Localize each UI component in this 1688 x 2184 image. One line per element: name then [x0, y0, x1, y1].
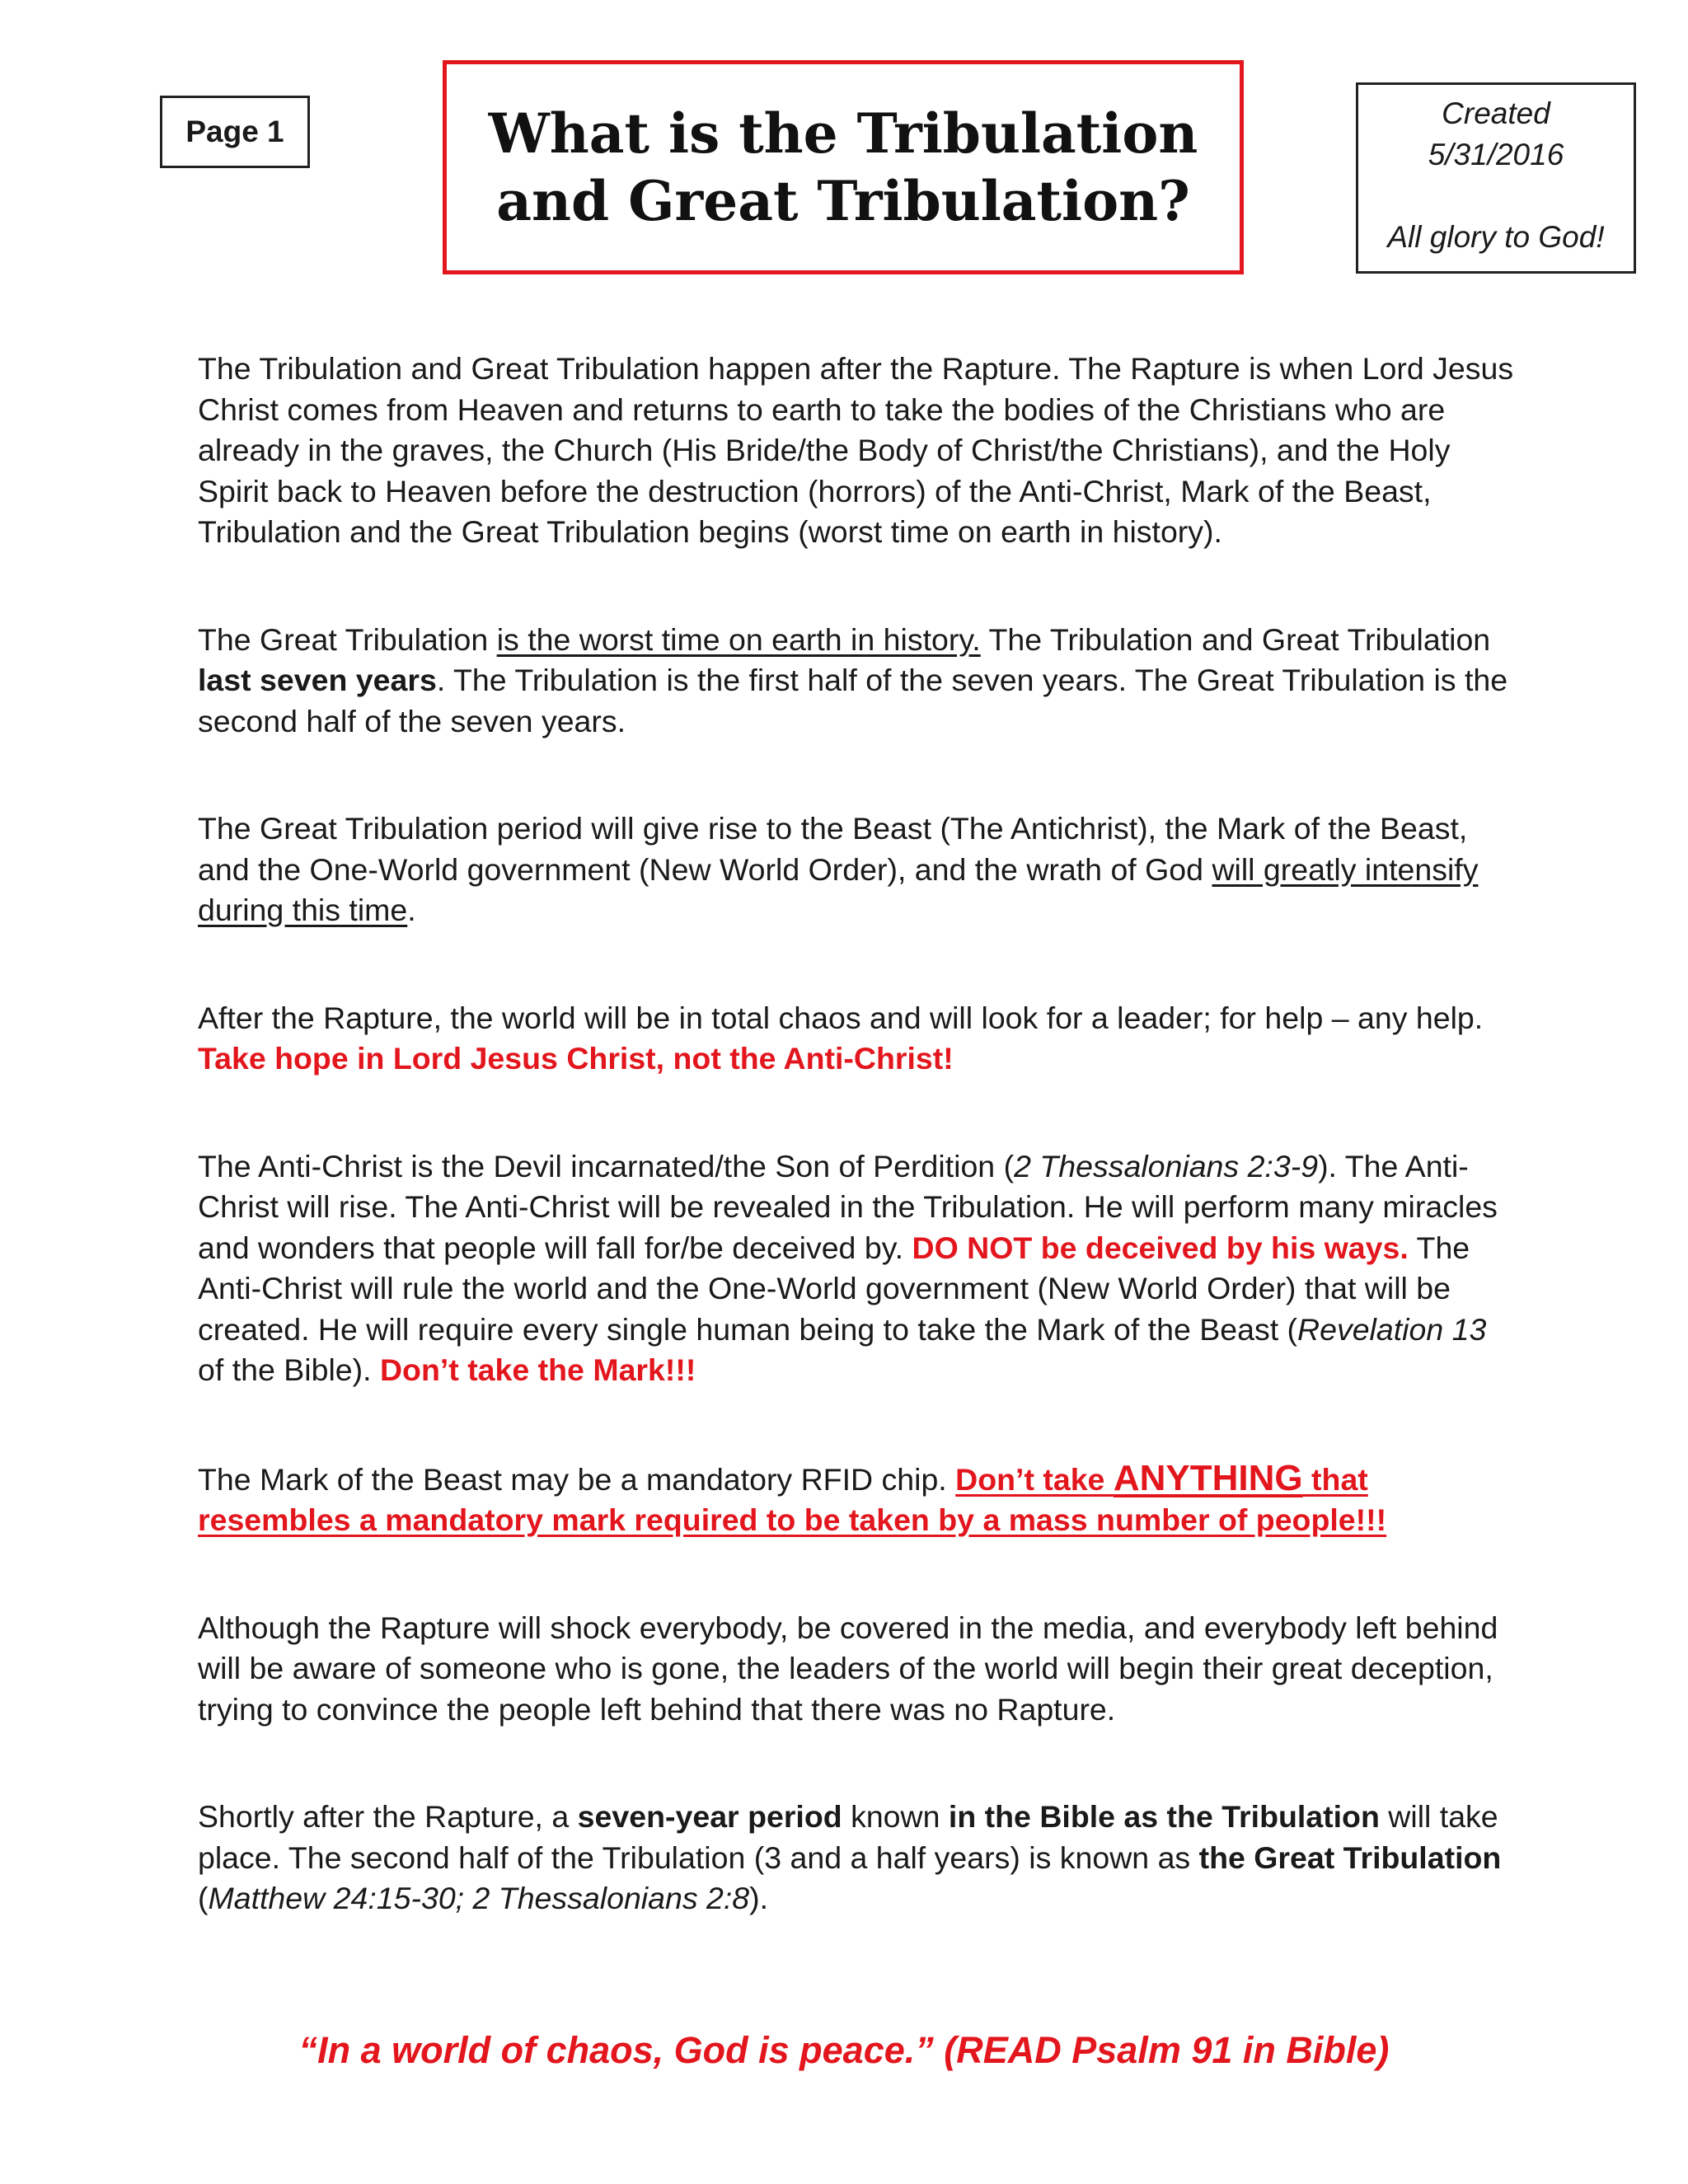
title-line-2: and Great Tribulation?	[496, 169, 1190, 233]
title-line-1: What is the Tribulation	[488, 101, 1198, 166]
created-spacer	[1358, 176, 1634, 217]
text-span: (	[198, 1881, 209, 1915]
red-warning: Take hope in Lord Jesus Christ, not the Anti-Christ!	[198, 1041, 954, 1076]
paragraph-antichrist	[198, 1146, 1517, 1391]
underlined-text: is the worst time on earth in history.	[496, 621, 981, 657]
text-span: The Anti-Christ is the Devil incarnated/the Son of Perdition (	[198, 1148, 1015, 1183]
underlined-text: will greatly intensify during this time	[198, 851, 1479, 927]
paragraph-chaos	[198, 998, 1517, 1080]
paragraph-rapture-text: The Tribulation and Great Tribulation happen after the Rapture. The Rapture is when Lord Jesus Christ comes from Heaven and returns to earth to take the bodies of the Christians who are already in the graves, the Church (His Bride/the Body of Christ/the Christians), and the Holy Spirit back to Heaven before the destruction (horrors) of the Anti-Christ, Mark of the Beast, Tribulation and the Great Tribulation begins (worst time on earth in history).	[198, 351, 1514, 549]
text-span: The Anti-Christ will rule the world and the One-World government (New World Order) that will be created. He will require every single human being to take the Mark of the Beast (	[198, 1230, 1470, 1347]
document-body	[198, 349, 1517, 1986]
paragraph-deception	[198, 1608, 1517, 1731]
paragraph-great-tribulation	[198, 620, 1517, 743]
text-span: .	[407, 893, 416, 927]
closing-quote: “In a world of chaos, God is peace.” (READ Psalm 91 in Bible)	[298, 2029, 1390, 2071]
created-label: Created	[1442, 96, 1550, 130]
bold-text: in the Bible as the Tribulation	[948, 1799, 1380, 1834]
bold-text: seven-year period	[577, 1799, 842, 1834]
bold-text: the Great Tribulation	[1198, 1840, 1502, 1875]
title-box	[443, 60, 1244, 274]
text-span: will take place. The second half of the Tribulation (3 and a half years) is known as	[198, 1799, 1498, 1875]
red-warning: DO NOT be deceived by his ways.	[912, 1230, 1409, 1265]
text-span: The Great Tribulation period will give rise to the Beast (The Antichrist), the Mark of the Beast, and the One-World government (New World Order), and the wrath of God	[198, 811, 1468, 887]
paragraph-seven-year	[198, 1797, 1517, 1919]
red-warning-emphasis: ANYTHING	[1113, 1457, 1303, 1498]
text-span: ). The Anti-Christ will rise. The Anti-Christ will be revealed in the Tribulation. He will perform many miracles and wonders that people will fall for/be deceived by.	[198, 1148, 1498, 1265]
text-span: ).	[749, 1881, 769, 1915]
red-warning: that resembles a mandatory mark required to be taken by a mass number of people!!!	[198, 1461, 1387, 1537]
text-span: known	[842, 1799, 949, 1834]
created-date: 5/31/2016	[1428, 138, 1564, 171]
page-number-text: Page 1	[185, 115, 284, 148]
text-span: . The Tribulation is the first half of the seven years. The Great Tribulation is the second half of the seven years.	[198, 663, 1508, 738]
text-span: The Tribulation and Great Tribulation	[980, 621, 1491, 657]
text-span: After the Rapture, the world will be in total chaos and will look for a leader; for help – any help.	[198, 1000, 1484, 1035]
paragraph-rapture	[198, 349, 1517, 553]
text-span: Shortly after the Rapture, a	[198, 1799, 578, 1834]
page-title	[489, 100, 1198, 235]
paragraph-beast	[198, 808, 1517, 931]
created-dedication: All glory to God!	[1387, 220, 1605, 254]
page-number-label	[160, 96, 310, 168]
paragraph-rfid	[198, 1458, 1517, 1541]
red-warning: Don’t take the Mark!!!	[379, 1352, 696, 1387]
paragraph-deception-text: Although the Rapture will shock everybody, be covered in the media, and everybody left behind will be aware of someone who is gone, the leaders of the world will begin their great deception, trying to convince the people left behind that there was no Rapture.	[198, 1610, 1498, 1727]
text-span: The Great Tribulation	[198, 621, 497, 657]
scripture-reference: 2 Thessalonians 2:3-9	[1014, 1148, 1319, 1183]
text-span: of the Bible).	[198, 1352, 380, 1387]
text-span: The Mark of the Beast may be a mandatory RFID chip.	[198, 1461, 956, 1497]
created-box	[1356, 82, 1636, 274]
red-warning: Don’t take	[955, 1461, 1114, 1497]
scripture-reference: Matthew 24:15-30; 2 Thessalonians 2:8	[208, 1881, 750, 1915]
bold-text: last seven years	[198, 663, 437, 697]
scripture-reference: Revelation 13	[1297, 1311, 1487, 1347]
